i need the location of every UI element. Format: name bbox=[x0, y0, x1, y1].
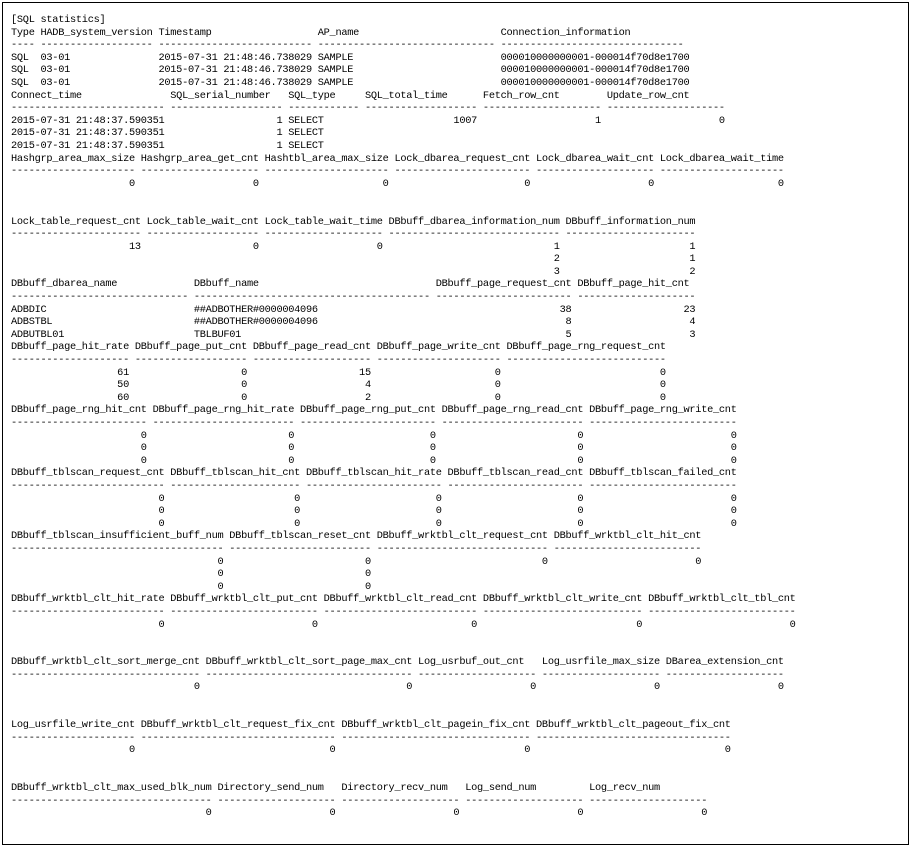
report-line: ------------------------------ ---------------------------------------- ----------------------- -------------------- bbox=[11, 291, 696, 304]
report-line: 60 0 2 0 0 bbox=[11, 391, 666, 404]
report-line bbox=[11, 190, 796, 203]
report-line: Lock_table_request_cnt Lock_table_wait_cnt Lock_table_wait_time DBbuff_dbarea_information_num DBbuff_information_num bbox=[11, 215, 696, 228]
report-frame bbox=[2, 2, 909, 845]
report-line: 0 0 0 0 0 bbox=[11, 807, 708, 820]
report-line: ---------------------- ------------------- -------------------- ----------------------------- ---------------------- bbox=[11, 228, 696, 241]
report-line: DBbuff_wrktbl_clt_max_used_blk_num Directory_send_num Directory_recv_num Log_send_num Log_recv_num bbox=[11, 782, 660, 795]
report-line: 2 1 bbox=[11, 253, 696, 266]
report-line: --------------------- -------------------- --------------------- ----------------------- -------------------- --------------------- bbox=[11, 165, 784, 178]
report-line: SQL 03-01 2015-07-31 21:48:46.738029 SAMPLE 000010000000001-000014f70d8e1700 bbox=[11, 64, 690, 77]
report-line: 0 0 0 0 0 0 bbox=[11, 177, 784, 190]
report-line: DBbuff_wrktbl_clt_sort_merge_cnt DBbuff_wrktbl_clt_sort_page_max_cnt Log_usrbuf_out_cnt Log_usrfile_max_size DBarea_extension_cnt bbox=[11, 656, 784, 669]
report-line: -------------------- ------------------- -------------------- --------------------- --------------------------- bbox=[11, 354, 666, 367]
report-line: ---- ------------------- -------------------------- ------------------------------ ------------------------------- bbox=[11, 39, 684, 52]
report-line: [SQL statistics] bbox=[11, 14, 106, 26]
report-line: 61 0 15 0 0 bbox=[11, 366, 666, 379]
report-line bbox=[11, 707, 796, 720]
report-line: 3 2 bbox=[11, 265, 696, 278]
report-line: ------------------------------------ ------------------------ ----------------------------- ------------------------- bbox=[11, 542, 702, 555]
report-line: DBbuff_wrktbl_clt_hit_rate DBbuff_wrktbl_clt_put_cnt DBbuff_wrktbl_clt_read_cnt DBbuff_wrktbl_clt_write_cnt DBbuff_wrktbl_clt_tbl_cnt bbox=[11, 593, 796, 606]
report-line: -------------------------- ---------------------- ----------------------- ----------------------- ------------------------- bbox=[11, 479, 737, 492]
report-line bbox=[11, 631, 796, 644]
report-line: 0 0 0 0 0 bbox=[11, 618, 796, 631]
report-line: Hashgrp_area_max_size Hashgrp_area_get_cnt Hashtbl_area_max_size Lock_dbarea_request_cnt Lock_dbarea_wait_cnt Lock_dbarea_wait_time bbox=[11, 152, 784, 165]
report-line: 0 0 0 0 0 bbox=[11, 492, 737, 505]
report-line: 0 0 0 0 0 bbox=[11, 429, 737, 442]
report-line bbox=[11, 757, 796, 770]
report-line: 0 0 0 0 0 bbox=[11, 517, 737, 530]
report-line: ---------------------------------- -------------------- -------------------- -------------------- -------------------- bbox=[11, 794, 708, 807]
sql-statistics-report bbox=[11, 14, 796, 820]
report-line bbox=[11, 770, 796, 783]
report-line bbox=[11, 644, 796, 657]
report-line: Type HADB_system_version Timestamp AP_name Connection_information bbox=[11, 26, 631, 39]
report-line: 0 0 0 0 bbox=[11, 744, 731, 757]
report-line: DBbuff_tblscan_request_cnt DBbuff_tblscan_hit_cnt DBbuff_tblscan_hit_rate DBbuff_tblscan_read_cnt DBbuff_tblscan_failed_cnt bbox=[11, 467, 737, 480]
report-line: 0 0 bbox=[11, 580, 371, 593]
report-line bbox=[11, 203, 796, 216]
report-line: DBbuff_dbarea_name DBbuff_name DBbuff_page_request_cnt DBbuff_page_hit_cnt bbox=[11, 278, 690, 291]
report-line: SQL 03-01 2015-07-31 21:48:46.738029 SAMPLE 000010000000001-000014f70d8e1700 bbox=[11, 76, 690, 89]
report-line: Log_usrfile_write_cnt DBbuff_wrktbl_clt_request_fix_cnt DBbuff_wrktbl_clt_pagein_fix_cnt DBbuff_wrktbl_clt_pageout_fix_cnt bbox=[11, 719, 731, 732]
report-line: --------------------- --------------------------------- -------------------------------- --------------------------------- bbox=[11, 731, 731, 744]
report-line: SQL 03-01 2015-07-31 21:48:46.738029 SAMPLE 000010000000001-000014f70d8e1700 bbox=[11, 51, 690, 64]
report-line: 0 0 bbox=[11, 568, 371, 581]
report-line: -------------------------- ------------------- ------------ ------------------- -------------------- -------------------- bbox=[11, 102, 725, 115]
report-line: DBbuff_page_rng_hit_cnt DBbuff_page_rng_hit_rate DBbuff_page_rng_put_cnt DBbuff_page_rng_read_cnt DBbuff_page_rng_write_cnt bbox=[11, 404, 737, 417]
report-line: DBbuff_tblscan_insufficient_buff_num DBbuff_tblscan_reset_cnt DBbuff_wrktbl_clt_request_cnt DBbuff_wrktbl_clt_hit_cnt bbox=[11, 530, 702, 543]
report-line: 2015-07-31 21:48:37.590351 1 SELECT bbox=[11, 139, 324, 152]
report-line: 0 0 0 0 bbox=[11, 555, 702, 568]
report-line: 2015-07-31 21:48:37.590351 1 SELECT 1007 1 0 bbox=[11, 114, 725, 127]
report-line: ADBSTBL ##ADBOTHER#0000004096 8 4 bbox=[11, 316, 696, 329]
report-line: -------------------------------- ----------------------------------- -------------------- -------------------- -------------------- bbox=[11, 668, 784, 681]
report-line: 0 0 0 0 0 bbox=[11, 454, 737, 467]
report-line: 0 0 0 0 0 bbox=[11, 505, 737, 518]
report-line: -------------------------- ------------------------- -------------------------- --------------------------- ------------------------- bbox=[11, 605, 796, 618]
report-line: Connect_time SQL_serial_number SQL_type SQL_total_time Fetch_row_cnt Update_row_cnt bbox=[11, 89, 690, 102]
report-line: ADBUTBL01 TBLBUF01 5 3 bbox=[11, 328, 696, 341]
report-line: 0 0 0 0 0 bbox=[11, 442, 737, 455]
report-line bbox=[11, 694, 796, 707]
report-line: 13 0 0 1 1 bbox=[11, 240, 696, 253]
report-line: ----------------------- ------------------------ ----------------------- ------------------------ ------------------------- bbox=[11, 417, 737, 429]
report-line: 50 0 4 0 0 bbox=[11, 379, 666, 392]
report-line: 0 0 0 0 0 bbox=[11, 681, 784, 694]
report-line: 2015-07-31 21:48:37.590351 1 SELECT bbox=[11, 127, 324, 140]
report-line: DBbuff_page_hit_rate DBbuff_page_put_cnt DBbuff_page_read_cnt DBbuff_page_write_cnt DBbuff_page_rng_request_cnt bbox=[11, 341, 666, 354]
report-line: ADBDIC ##ADBOTHER#0000004096 38 23 bbox=[11, 303, 696, 316]
